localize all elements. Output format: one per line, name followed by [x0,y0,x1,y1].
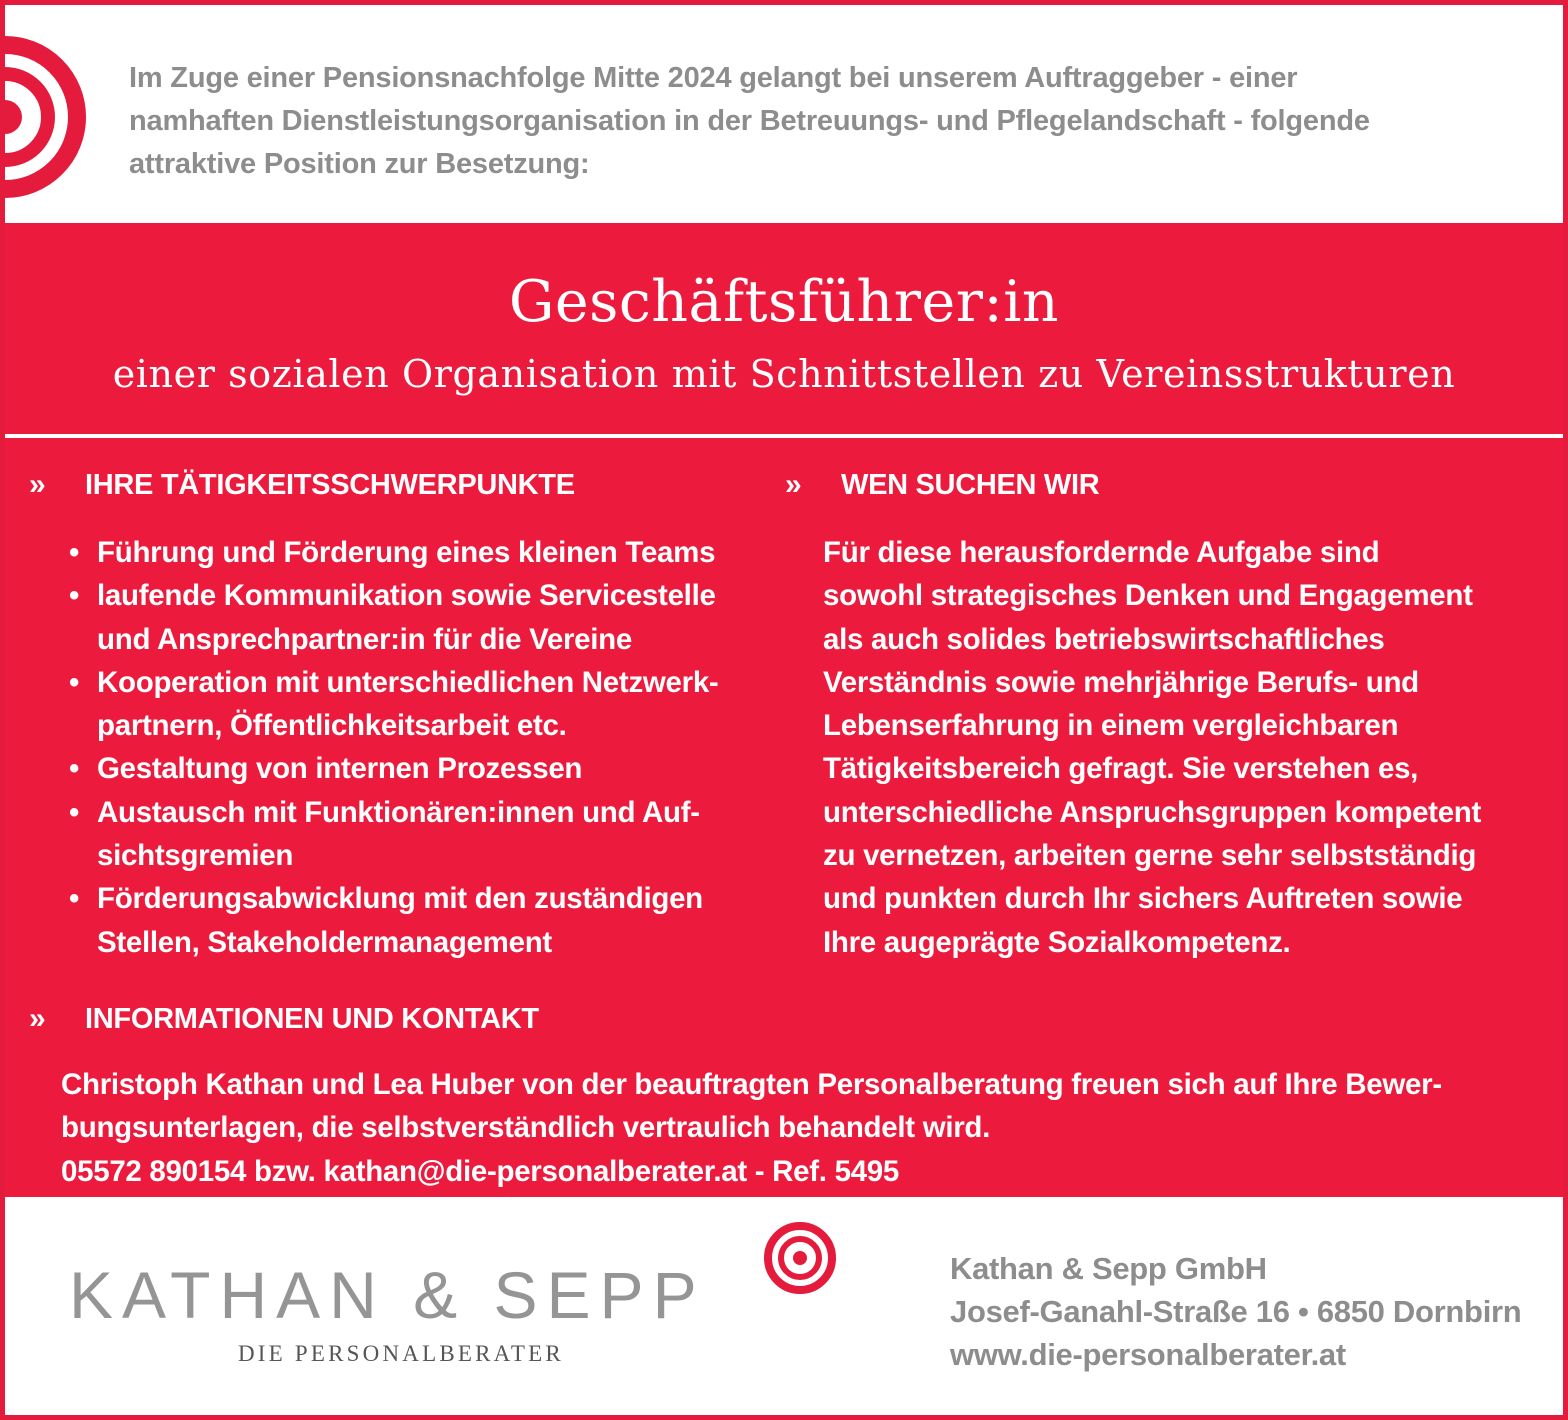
brand-wordmark: KATHAN & SEPP [69,1258,706,1332]
list-item [67,791,787,878]
section-heading-tasks [29,467,575,503]
intro-line: namhaften Dienstleistungsorganisation in der Betreuungs- und Pflegelandschaft - folgende [129,105,1370,137]
company-address [950,1247,1521,1376]
list-item-text: sichtsgremien [97,839,294,873]
section-heading-contact [29,1001,539,1037]
profile-line: zu vernetzen, arbeiten gerne sehr selbstständig [823,839,1477,873]
list-item-text: • laufende Kommunikation sowie Servicestelle [97,579,716,613]
job-subtitle: einer sozialen Organisation mit Schnittstellen zu Vereinsstrukturen [112,352,1456,396]
list-item [67,531,787,574]
contact-line: 05572 890154 bzw. kathan@die-personalberater.at - Ref. 5495 [61,1154,900,1188]
contact-line: bungsunterlagen, die selbstverständlich vertraulich behandelt wird. [61,1111,991,1145]
section-heading-profile [785,467,1099,503]
divider [5,434,1568,438]
list-item-text: Stellen, Stakeholdermanagement [97,925,552,959]
chevron-right-icon: » [29,1002,42,1035]
list-item-text: partnern, Öffentlichkeitsarbeit etc. [97,709,567,743]
profile-line: sowohl strategisches Denken und Engagement [823,579,1473,613]
target-icon [0,27,95,207]
list-item [67,574,787,661]
profile-line: Ihre augeprägte Sozialkompetenz. [823,925,1291,959]
intro-line: attraktive Position zur Besetzung: [129,148,590,180]
intro-text [129,57,1529,186]
profile-line: als auch solides betriebswirtschaftliches [823,622,1385,656]
company-street: Josef-Ganahl-Straße 16 • 6850 Dornbirn [950,1294,1522,1329]
company-name: Kathan & Sepp GmbH [950,1251,1267,1286]
target-icon [762,1220,838,1296]
list-item [67,877,787,964]
intro-line: Im Zuge einer Pensionsnachfolge Mitte 2024 gelangt bei unserem Auftraggeber - einer [129,62,1298,94]
list-item [67,661,787,748]
profile-line: Verständnis sowie mehrjährige Berufs- und [823,665,1419,699]
heading-label: INFORMATIONEN UND KONTAKT [85,1003,539,1035]
list-item-text: • Austausch mit Funktionären:innen und Auf- [97,795,700,829]
list-item-text: und Ansprechpartner:in für die Vereine [97,622,632,656]
list-item-text: • Gestaltung von internen Prozessen [97,752,583,786]
profile-line: unterschiedliche Anspruchsgruppen kompetent [823,795,1482,829]
chevron-right-icon: » [785,468,798,501]
profile-line: und punkten durch Ihr sichers Auftreten sowie [823,882,1463,916]
job-title: Geschäftsführer:in [508,269,1060,335]
list-item-text: • Förderungsabwicklung mit den zuständigen [97,882,703,916]
profile-line: Für diese herausfordernde Aufgabe sind [823,536,1380,569]
company-website[interactable]: www.die-personalberater.at [950,1337,1346,1372]
profile-line: Tätigkeitsbereich gefragt. Sie verstehen es, [823,752,1419,786]
heading-label: WEN SUCHEN WIR [841,469,1100,501]
list-item-text: • Führung und Förderung eines kleinen Teams [97,536,716,569]
contact-line: Christoph Kathan und Lea Huber von der beauftragten Personalberatung freuen sich auf Ihre Bewer- [61,1068,1442,1101]
profile-line: Lebenserfahrung in einem vergleichbaren [823,709,1399,743]
contact-text [61,1063,1541,1193]
red-band [5,223,1568,1197]
heading-label: IHRE TÄTIGKEITSSCHWERPUNKTE [85,469,575,501]
list-item-text: • Kooperation mit unterschiedlichen Netzwerk- [97,665,719,699]
list-item [67,747,787,790]
profile-text [823,531,1553,964]
brand-tagline: DIE PERSONALBERATER [238,1341,564,1366]
chevron-right-icon: » [29,468,42,501]
task-list [67,531,787,964]
